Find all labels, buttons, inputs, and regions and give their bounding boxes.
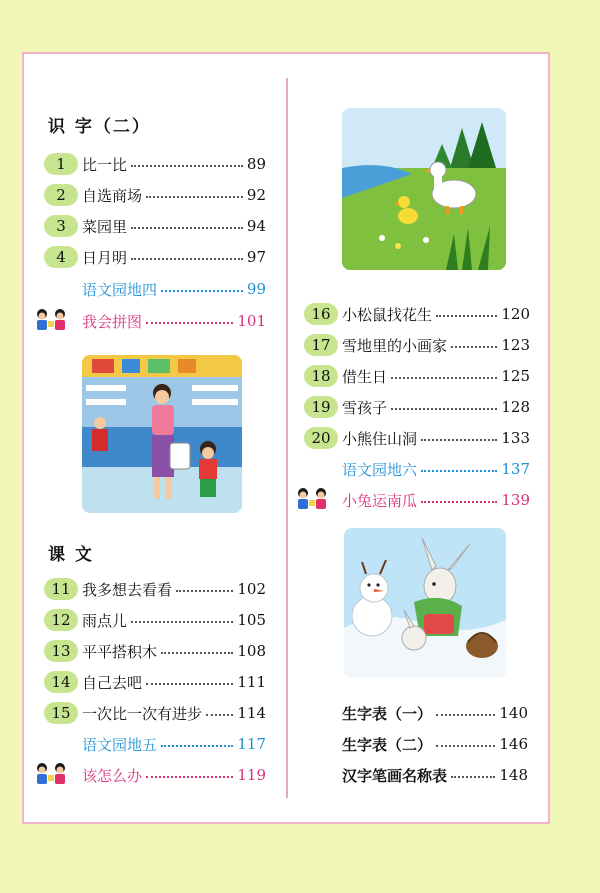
toc-entry-extra[interactable] [82, 763, 266, 787]
section-title-literacy: 识 字（二） [48, 117, 151, 137]
leader-dots [436, 714, 495, 716]
toc-entry[interactable] [44, 639, 266, 663]
lesson-title: 日月明 [82, 248, 128, 267]
toc-entry[interactable] [304, 426, 530, 450]
page-number: 140 [499, 704, 528, 722]
page-number: 101 [237, 312, 266, 330]
page-number: 119 [237, 766, 266, 784]
lesson-title: 自选商场 [82, 186, 143, 205]
leader-dots [436, 745, 495, 747]
children-icon [32, 761, 72, 785]
page-number: 117 [237, 735, 266, 753]
lesson-title: 雨点儿 [82, 611, 128, 630]
page-number: 125 [501, 367, 530, 385]
lesson-title: 自己去吧 [82, 673, 143, 692]
page-number: 105 [237, 611, 266, 629]
lesson-number: 18 [304, 365, 338, 387]
lesson-number: 16 [304, 303, 338, 325]
leader-dots [206, 714, 233, 716]
garden-title: 语文园地五 [82, 735, 158, 754]
toc-entry-extra[interactable] [342, 488, 530, 512]
toc-entry[interactable] [44, 608, 266, 632]
appendix-title: 汉字笔画名称表 [342, 766, 448, 785]
lesson-number: 17 [304, 334, 338, 356]
page-number: 128 [501, 398, 530, 416]
appendix-entry[interactable] [342, 701, 528, 725]
garden-title: 语文园地四 [82, 280, 158, 299]
extra-title: 小兔运南瓜 [342, 491, 418, 510]
lesson-number: 14 [44, 671, 78, 693]
lesson-title: 借生日 [342, 367, 388, 386]
toc-entry[interactable] [304, 364, 530, 388]
leader-dots [451, 776, 495, 778]
lesson-number: 12 [44, 609, 78, 631]
lesson-title: 一次比一次有进步 [82, 704, 203, 723]
leader-dots [436, 315, 497, 317]
toc-entry[interactable] [44, 577, 266, 601]
extra-title: 该怎么办 [82, 766, 143, 785]
leader-dots [421, 501, 497, 503]
leader-dots [161, 745, 233, 747]
lesson-title: 雪孩子 [342, 398, 388, 417]
appendix-entry[interactable] [342, 732, 528, 756]
toc-entry[interactable] [304, 333, 530, 357]
leader-dots [391, 377, 497, 379]
supermarket-illustration [82, 355, 242, 513]
children-icon [32, 307, 72, 331]
lesson-number: 3 [44, 215, 78, 237]
toc-entry[interactable] [44, 701, 266, 725]
toc-entry[interactable] [304, 302, 530, 326]
leader-dots [131, 227, 243, 229]
toc-entry-garden[interactable] [82, 277, 266, 301]
page-number: 111 [237, 673, 266, 691]
lesson-title: 小松鼠找花生 [342, 305, 433, 324]
toc-entry[interactable] [44, 245, 266, 269]
lesson-number: 15 [44, 702, 78, 724]
page-number: 146 [499, 735, 528, 753]
leader-dots [131, 258, 243, 260]
page-number: 123 [501, 336, 530, 354]
toc-entry-garden[interactable] [82, 732, 266, 756]
toc-entry[interactable] [44, 670, 266, 694]
lesson-number: 4 [44, 246, 78, 268]
leader-dots [176, 590, 233, 592]
toc-entry[interactable] [304, 395, 530, 419]
leader-dots [161, 290, 243, 292]
page-number: 148 [499, 766, 528, 784]
leader-dots [421, 439, 497, 441]
page-number: 99 [246, 280, 266, 298]
extra-title: 我会拼图 [82, 312, 143, 331]
leader-dots [421, 470, 497, 472]
leader-dots [146, 322, 233, 324]
leader-dots [131, 165, 243, 167]
column-divider [286, 78, 288, 798]
page-number: 139 [501, 491, 530, 509]
leader-dots [161, 652, 233, 654]
lesson-number: 2 [44, 184, 78, 206]
page-number: 92 [246, 186, 266, 204]
appendix-entry[interactable] [342, 763, 528, 787]
page-number: 120 [501, 305, 530, 323]
garden-title: 语文园地六 [342, 460, 418, 479]
toc-entry[interactable] [44, 152, 266, 176]
page-number: 97 [246, 248, 266, 266]
appendix-title: 生字表（一） [342, 704, 433, 723]
lesson-title: 小熊住山洞 [342, 429, 418, 448]
lesson-title: 平平搭积木 [82, 642, 158, 661]
lesson-title: 菜园里 [82, 217, 128, 236]
leader-dots [146, 776, 233, 778]
leader-dots [131, 621, 233, 623]
snow-rabbit-illustration [344, 528, 506, 678]
lesson-title: 比一比 [82, 155, 128, 174]
toc-entry[interactable] [44, 214, 266, 238]
section-title-texts: 课 文 [48, 545, 94, 565]
leader-dots [391, 408, 497, 410]
lesson-number: 13 [44, 640, 78, 662]
appendix-title: 生字表（二） [342, 735, 433, 754]
leader-dots [451, 346, 497, 348]
leader-dots [146, 196, 243, 198]
toc-entry[interactable] [44, 183, 266, 207]
lesson-title: 雪地里的小画家 [342, 336, 448, 355]
duck-illustration [342, 108, 506, 270]
page-number: 114 [237, 704, 266, 722]
lesson-number: 19 [304, 396, 338, 418]
lesson-title: 我多想去看看 [82, 580, 173, 599]
page-number: 89 [246, 155, 266, 173]
page-number: 108 [237, 642, 266, 660]
toc-entry-extra[interactable] [82, 309, 266, 333]
page-number: 133 [501, 429, 530, 447]
lesson-number: 20 [304, 427, 338, 449]
page-number: 137 [501, 460, 530, 478]
page-number: 94 [246, 217, 266, 235]
leader-dots [146, 683, 233, 685]
toc-entry-garden[interactable] [342, 457, 530, 481]
lesson-number: 11 [44, 578, 78, 600]
lesson-number: 1 [44, 153, 78, 175]
children-icon [293, 486, 333, 510]
page-number: 102 [237, 580, 266, 598]
